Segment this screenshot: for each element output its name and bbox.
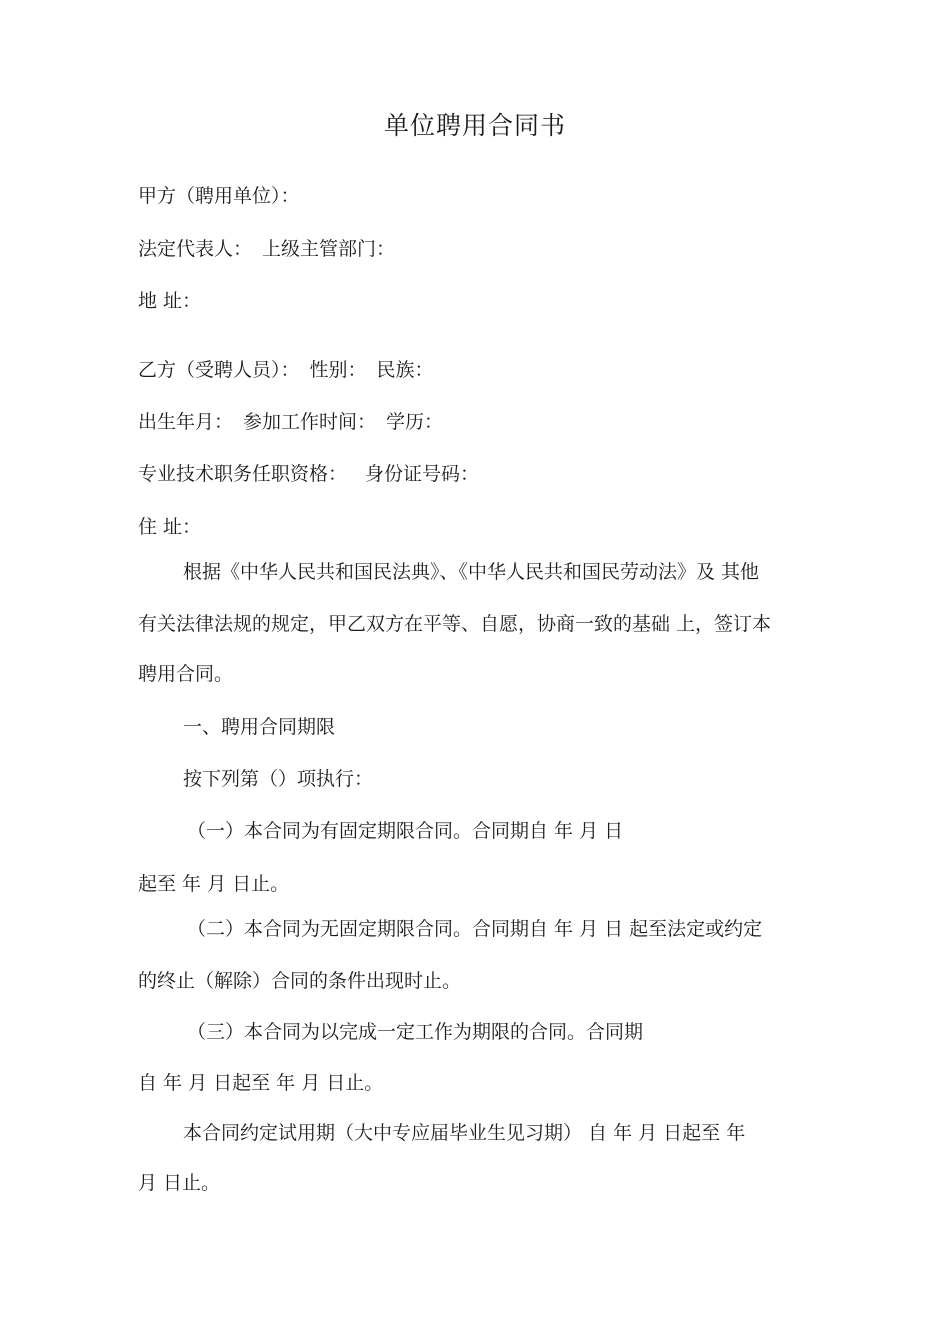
document-title: 单位聘用合同书 xyxy=(383,111,566,140)
preamble-line-3: 聘用合同。 xyxy=(138,663,234,685)
party-b-qualification-line xyxy=(138,461,479,487)
preamble-line-1: 根据《中华人民共和国民法典》、《中华人民共和国民劳动法》及 其他 xyxy=(183,561,760,583)
legal-rep-line xyxy=(138,236,395,262)
party-b-address: 住 址： xyxy=(138,516,202,538)
section1-instruction: 按下列第（）项执行： xyxy=(183,768,374,790)
section1-heading: 一、聘用合同期限 xyxy=(183,716,336,738)
item2-line-2: 的终止（解除）合同的条件出现时止。 xyxy=(138,970,462,992)
preamble-line-2: 有关法律法规的规定，甲乙双方在平等、自愿，协商一致的基础 上，签订本 xyxy=(138,613,772,635)
legal-rep-label: 法定代表人： xyxy=(138,238,253,260)
ethnicity-label: 民族： xyxy=(376,359,434,381)
party-b-label: 乙方（受聘人员）： xyxy=(138,359,300,381)
party-a-address: 地 址： xyxy=(138,290,202,312)
id-number-label: 身份证号码： xyxy=(365,463,480,485)
party-b-line xyxy=(138,357,434,383)
item3-line-2: 自 年 月 日起至 年 月 日止。 xyxy=(138,1072,384,1094)
item1-line-1: （一）本合同为有固定期限合同。合同期自 年 月 日 xyxy=(187,820,624,842)
party-b-birth-line xyxy=(138,409,443,435)
item2-line-1: （二）本合同为无固定期限合同。合同期自 年 月 日 起至法定或约定 xyxy=(187,918,763,940)
qualification-label: 专业技术职务任职资格： xyxy=(138,463,348,485)
probation-line-2: 月 日止。 xyxy=(138,1172,221,1194)
gender-label: 性别： xyxy=(309,359,367,381)
superior-dept-label: 上级主管部门： xyxy=(262,238,396,260)
item1-line-2: 起至 年 月 日止。 xyxy=(138,873,290,895)
party-a-label: 甲方（聘用单位）： xyxy=(138,185,300,207)
birth-label: 出生年月： xyxy=(138,411,234,433)
item3-line-1: （三）本合同为以完成一定工作为期限的合同。合同期 xyxy=(187,1021,644,1043)
work-start-label: 参加工作时间： xyxy=(243,411,377,433)
education-label: 学历： xyxy=(386,411,444,433)
probation-line-1: 本合同约定试用期（大中专应届毕业生见习期） 自 年 月 日起至 年 xyxy=(183,1122,746,1144)
